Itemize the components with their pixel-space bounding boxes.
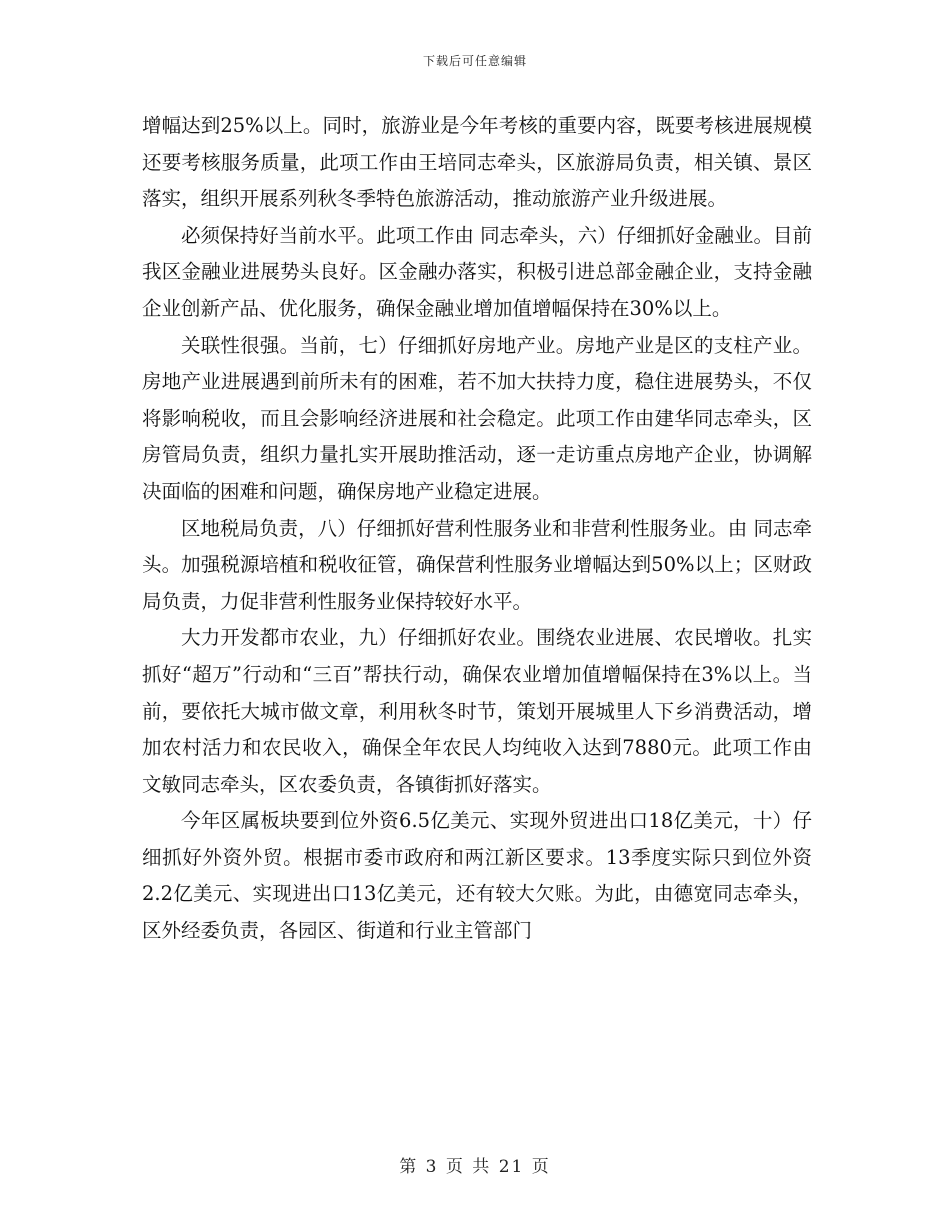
- paragraph-tourism: 增幅达到25%以上。同时，旅游业是今年考核的重要内容，既要考核进展规模还要考核服务质量，此项工作由王培同志牵头，区旅游局负责，相关镇、景区落实，组织开展系列秋冬季特色旅游活动，推动旅游产业升级进展。: [142, 114, 812, 211]
- document-body: [142, 108, 812, 950]
- page-header: 下载后可任意编辑: [422, 54, 527, 68]
- paragraph-agriculture: 大力开发都市农业，九）仔细抓好农业。围绕农业进展、农民增收。扎实抓好“超万”行动和“三百”帮扶行动，确保农业增加值增幅保持在3%以上。当前，要依托大城市做文章，利用秋冬时节，策划开展城里人下乡消费活动，增加农村活力和农民收入，确保全年农民人均纯收入达到7880元。此项工作由文敏同志牵头，区农委负责，各镇街抓好落实。: [142, 626, 812, 796]
- page-number: 第 3 页 共 21 页: [399, 1157, 551, 1177]
- paragraph-foreign-trade: 今年区属板块要到位外资6.5亿美元、实现外贸进出口18亿美元，十）仔细抓好外资外贸。根据市委市政府和两江新区要求。13季度实际只到位外资2.2亿美元、实现进出口13亿美元，还有较大欠账。为此，由德宽同志牵头，区外经委负责，各园区、街道和行业主管部门: [142, 809, 812, 943]
- paragraph-finance: 必须保持好当前水平。此项工作由 同志牵头，六）仔细抓好金融业。目前我区金融业进展势头良好。区金融办落实，积极引进总部金融企业，支持金融企业创新产品、优化服务，确保金融业增加值增幅保持在30%以上。: [142, 223, 812, 320]
- paragraph-services: 区地税局负责，八）仔细抓好营利性服务业和非营利性服务业。由 同志牵头。加强税源培植和税收征管，确保营利性服务业增幅达到50%以上；区财政局负责，力促非营利性服务业保持较好水平。: [142, 516, 812, 613]
- paragraph-real-estate: 关联性很强。当前，七）仔细抓好房地产业。房地产业是区的支柱产业。房地产业进展遇到前所未有的困难，若不加大扶持力度，稳住进展势头，不仅将影响税收，而且会影响经济进展和社会稳定。此项工作由建华同志牵头，区房管局负责，组织力量扎实开展助推活动，逐一走访重点房地产企业，协调解决面临的困难和问题，确保房地产业稳定进展。: [142, 333, 812, 503]
